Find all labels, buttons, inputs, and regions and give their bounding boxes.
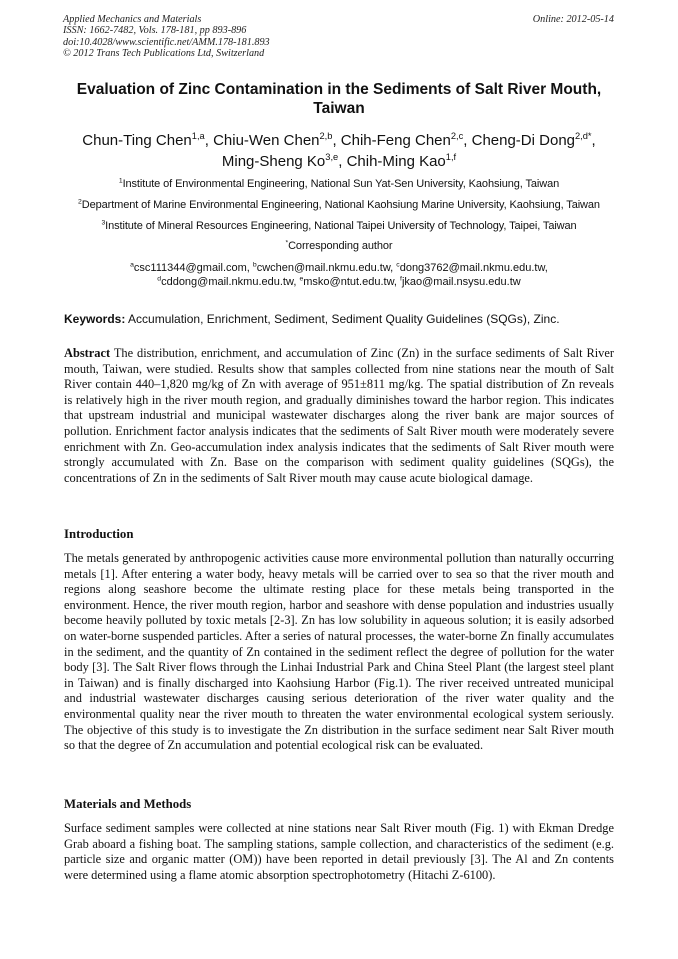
- email-list: $^a$csc111344@gmail.com, $^b$cwchen@mail.nkmu.edu.tw, $^c$dong3762@mail.nkmu.edu.tw, $^d$cddong@mail.nkmu.edu.tw, $^e$msko@ntut.edu.tw, $^f$jkao@mail.nsysu.edu.tw: [130, 261, 548, 288]
- journal-header: [63, 14, 614, 60]
- affiliation-2: $^2$Department of Marine Environmental Engineering, National Kaohsiung Marine University, Kaohsiung, Taiwan: [78, 198, 600, 211]
- abstract-text: The distribution, enrichment, and accumulation of Zinc (Zn) in the surface sediments of Salt River mouth, Taiwan, were studied. Results show that samples collected from nine stations near the mouth of Salt River contain 440–1,820 mg/kg of Zn with average of 951±811 mg/kg. The spatial distribution of Zn reveals is relatively high in the river mouth region, and gradually diminishes toward the harbor region. This indicates that upstream industrial and municipal wastewater discharges along the river bank are major sources of pollution. Enrichment factor analysis indicates that the sediments of Salt River mouth were moderately severe enrichment with Zn. Geo-accumulation index analysis indicates that the sediments of Salt River mouth were strongly accumulated with Zn. Base on the comparison with sediment quality guidelines (SQGs), the concentrations of Zn in the sediments of Salt River mouth may cause acute biological damage.: [64, 346, 614, 485]
- paper-title: Evaluation of Zinc Contamination in the Sediments of Salt River Mouth, Taiwan: [76, 81, 602, 117]
- author: Chih-Feng Chen$^{2,c}$,: [340, 131, 472, 149]
- author-list: [40, 130, 638, 172]
- email[interactable]: $^d$cddong@mail.nkmu.edu.tw: [157, 275, 294, 288]
- email[interactable]: $^f$jkao@mail.nsysu.edu.tw: [400, 275, 521, 288]
- author: Cheng-Di Dong$^{2,d*}$,: [471, 131, 596, 149]
- keywords: [64, 312, 614, 327]
- introduction-text: The metals generated by anthropogenic activities cause more environmental pollution than naturally occurring metals [1]. After entering a water body, heavy metals will be carried over to sea so that the river mouth and regions along seashore become the ultimate resting place for these metals being transported in the environment. Hence, the river mouth region, harbor and seashore with dense population and industries usually become heavily polluted by toxic metals [2-3]. Zn has low solubility in aqueous solution; it is easily adsorbed on water-borne suspended particles. After a series of natural processes, the water-borne Zn finally accumulates in the sediment, and the quantity of Zn contained in the sediment reflect the degree of pollution for the water body [3]. The Salt River flows through the Linhai Industrial Park and China Steel Plant (the largest steel plant in Taiwan) and is finally discharged into Kaohsiung Harbor (Fig.1). The river received untreated municipal and industrial wastewater discharges causing serious deterioration of the river water quality and the environmental quality near the river mouth to threaten the water environmental ecological system seriously. The objective of this study is to investigate the Zn distribution in the surface sediment near Salt River mouth so that the degree of Zn accumulation and potential ecological risk can be evaluated.: [64, 551, 614, 753]
- author: Chiu-Wen Chen$^{2,b}$,: [213, 131, 341, 149]
- online-date: Online: 2012-05-14: [532, 14, 614, 25]
- email[interactable]: $^b$cwchen@mail.nkmu.edu.tw: [252, 261, 391, 274]
- journal-name: Applied Mechanics and Materials: [63, 14, 202, 25]
- email[interactable]: $^c$dong3762@mail.nkmu.edu.tw: [396, 261, 545, 274]
- issn-line: ISSN: 1662-7482, Vols. 178-181, pp 893-896: [63, 25, 247, 37]
- introduction-heading: Introduction: [64, 527, 134, 541]
- author: Ming-Sheng Ko$^{3,e}$,: [221, 152, 347, 170]
- doi-line[interactable]: doi:10.4028/www.scientific.net/AMM.178-181.893: [63, 36, 270, 48]
- affiliation-3: $^3$Institute of Mineral Resources Engineering, National Taipei University of Technology, Taipei, Taiwan: [101, 219, 577, 232]
- keywords-text: Accumulation, Enrichment, Sediment, Sediment Quality Guidelines (SQGs), Zinc.: [128, 312, 560, 326]
- methods-text: Surface sediment samples were collected at nine stations near Salt River mouth (Fig. 1) with Ekman Dredge Grab aboard a fishing boat. The sampling stations, sample collection, and characteristics of the sediment (e.g. particle size and organic matter (OM)) have been reported in detail previously [3]. The Al and Zn contents were determined using a flame atomic absorption spectrophotometry (Hitachi Z-6100).: [64, 821, 614, 882]
- author: Chun-Ting Chen$^{1,a}$,: [82, 131, 214, 149]
- keywords-label: Keywords:: [64, 312, 126, 326]
- abstract: [64, 346, 614, 486]
- corresponding-author-note: *Corresponding author: [285, 239, 393, 252]
- email[interactable]: $^e$msko@ntut.edu.tw: [299, 275, 394, 288]
- affiliation-1: $^1$Institute of Environmental Engineering, National Sun Yat-Sen University, Kaohsiung, Taiwan: [118, 177, 560, 190]
- author: Chih-Ming Kao$^{1,f}$: [346, 152, 457, 170]
- email[interactable]: $^a$csc111344@gmail.com: [130, 261, 247, 274]
- abstract-label: Abstract: [64, 346, 111, 360]
- copyright-line: © 2012 Trans Tech Publications Ltd, Switzerland: [63, 48, 265, 60]
- methods-heading: Materials and Methods: [64, 797, 192, 811]
